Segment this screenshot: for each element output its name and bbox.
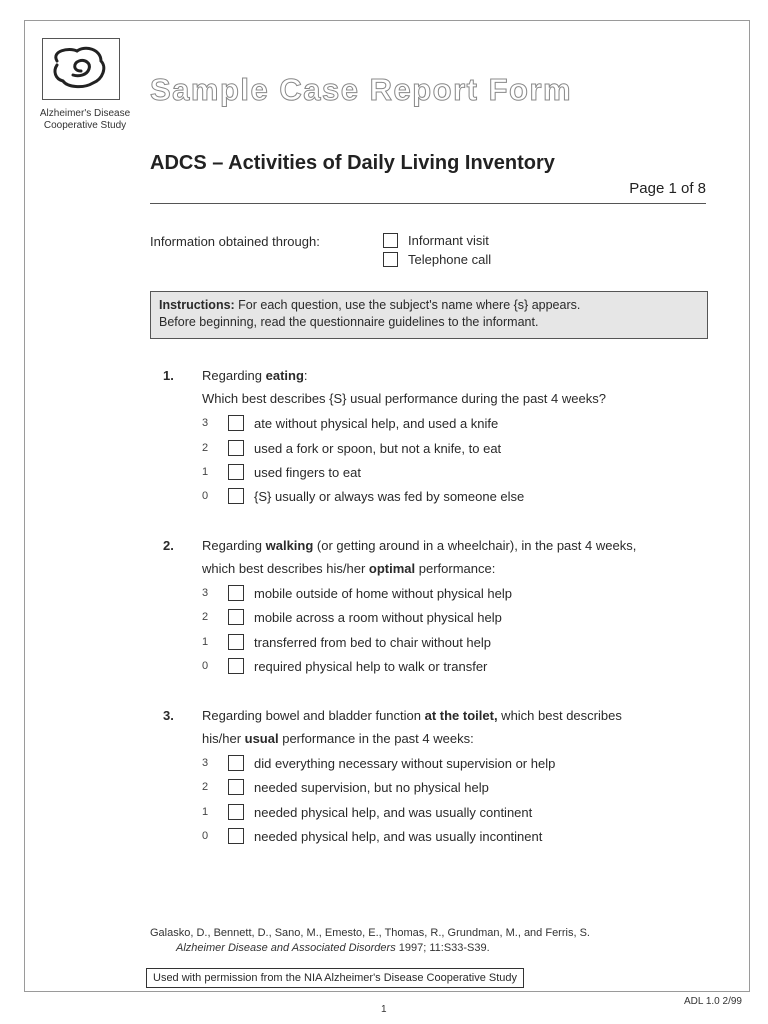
checkbox[interactable] [228,585,244,601]
question-3-option-1[interactable] [202,804,532,820]
question-number: 3. [163,708,174,723]
question-1-option-3[interactable] [202,415,498,431]
option-score: 0 [202,830,209,842]
option-score: 1 [202,636,209,648]
info-label: Information obtained through: [150,234,320,249]
citation-details: 1997; 11:S33-S39. [395,942,490,954]
question-1-option-1[interactable] [202,464,361,480]
option-score: 3 [202,417,209,429]
option-score: 1 [202,806,209,818]
option-label: {S} usually or always was fed by someone else [254,488,525,504]
question-3-option-2[interactable] [202,779,489,795]
option-score: 2 [202,611,209,623]
question-number: 1. [163,368,174,383]
checkbox[interactable] [228,779,244,795]
checkbox[interactable] [228,804,244,820]
checkbox[interactable] [228,415,244,431]
option-score: 1 [202,466,209,478]
checkbox[interactable] [228,634,244,650]
instructions-label: Instructions: [159,298,235,312]
citation-journal: Alzheimer Disease and Associated Disorders [176,942,396,954]
checkbox[interactable] [228,609,244,625]
instructions-line-1: For each question, use the subject's name where {s} appears. [234,298,581,312]
question-number: 2. [163,538,174,553]
page-indicator: Page 1 of 8 [629,180,706,197]
option-label: required physical help to walk or transfer [254,658,488,674]
citation-journal-line [150,941,590,956]
checkbox[interactable] [383,233,398,248]
question-1-option-0[interactable] [202,488,524,504]
brain-logo-icon [43,39,119,99]
question-2-line-2: which best describes his/her optimal performance: [202,561,496,576]
option-label: transferred from bed to chair without help [254,634,492,650]
title-divider [150,203,706,204]
question-1-line-1: Regarding eating: [202,368,308,383]
question-3-line-2: his/her usual performance in the past 4 weeks: [202,731,474,746]
question-1-line-2: Which best describes {S} usual performance during the past 4 weeks? [202,391,606,406]
option-label: ate without physical help, and used a knife [254,415,499,431]
sample-title: Sample Case Report Form [150,72,573,107]
permission-note: Used with permission from the NIA Alzheimer's Disease Cooperative Study [146,968,524,988]
option-label: mobile across a room without physical help [254,609,502,625]
question-3-option-0[interactable] [202,828,542,844]
adcs-logo [42,38,120,100]
instructions-line-2: Before beginning, read the questionnaire guidelines to the informant. [159,315,539,329]
logo-caption: Alzheimer's Disease Cooperative Study [39,108,131,131]
option-score: 0 [202,660,209,672]
option-label: did everything necessary without supervision or help [254,755,556,771]
checkbox[interactable] [228,755,244,771]
question-3-option-3[interactable] [202,755,555,771]
option-score: 2 [202,442,209,454]
checkbox[interactable] [383,252,398,267]
question-2-line-1: Regarding walking (or getting around in a wheelchair), in the past 4 weeks, [202,538,637,553]
option-score: 3 [202,587,209,599]
checkbox[interactable] [228,440,244,456]
option-score: 2 [202,781,209,793]
question-3-line-1: Regarding bowel and bladder function at the toilet, which best describes [202,708,622,723]
citation [150,926,590,956]
form-title: ADCS – Activities of Daily Living Inventory [150,152,555,174]
question-2-option-1[interactable] [202,634,491,650]
option-label: mobile outside of home without physical help [254,585,512,601]
option-label: needed physical help, and was usually continent [254,804,533,820]
option-score: 0 [202,490,209,502]
checkbox[interactable] [228,658,244,674]
info-option-label: Informant visit [408,233,489,248]
question-2-option-2[interactable] [202,609,502,625]
checkbox[interactable] [228,488,244,504]
option-label: used a fork or spoon, but not a knife, to eat [254,440,502,456]
checkbox[interactable] [228,464,244,480]
option-label: needed physical help, and was usually incontinent [254,828,543,844]
question-2-option-0[interactable] [202,658,487,674]
option-label: used fingers to eat [254,464,361,480]
info-option-label: Telephone call [408,252,492,267]
question-1-option-2[interactable] [202,440,501,456]
checkbox[interactable] [228,828,244,844]
option-label: needed supervision, but no physical help [254,779,489,795]
info-option-telephone-call[interactable] [383,252,491,267]
instructions-box [150,291,708,339]
option-score: 3 [202,757,209,769]
form-version-code: ADL 1.0 2/99 [683,996,742,1007]
citation-authors: Galasko, D., Bennett, D., Sano, M., Emesto, E., Thomas, R., Grundman, M., and Ferris, S. [150,927,590,939]
footer-page-number: 1 [381,1004,387,1015]
question-2-option-3[interactable] [202,585,512,601]
info-option-informant-visit[interactable] [383,233,489,248]
